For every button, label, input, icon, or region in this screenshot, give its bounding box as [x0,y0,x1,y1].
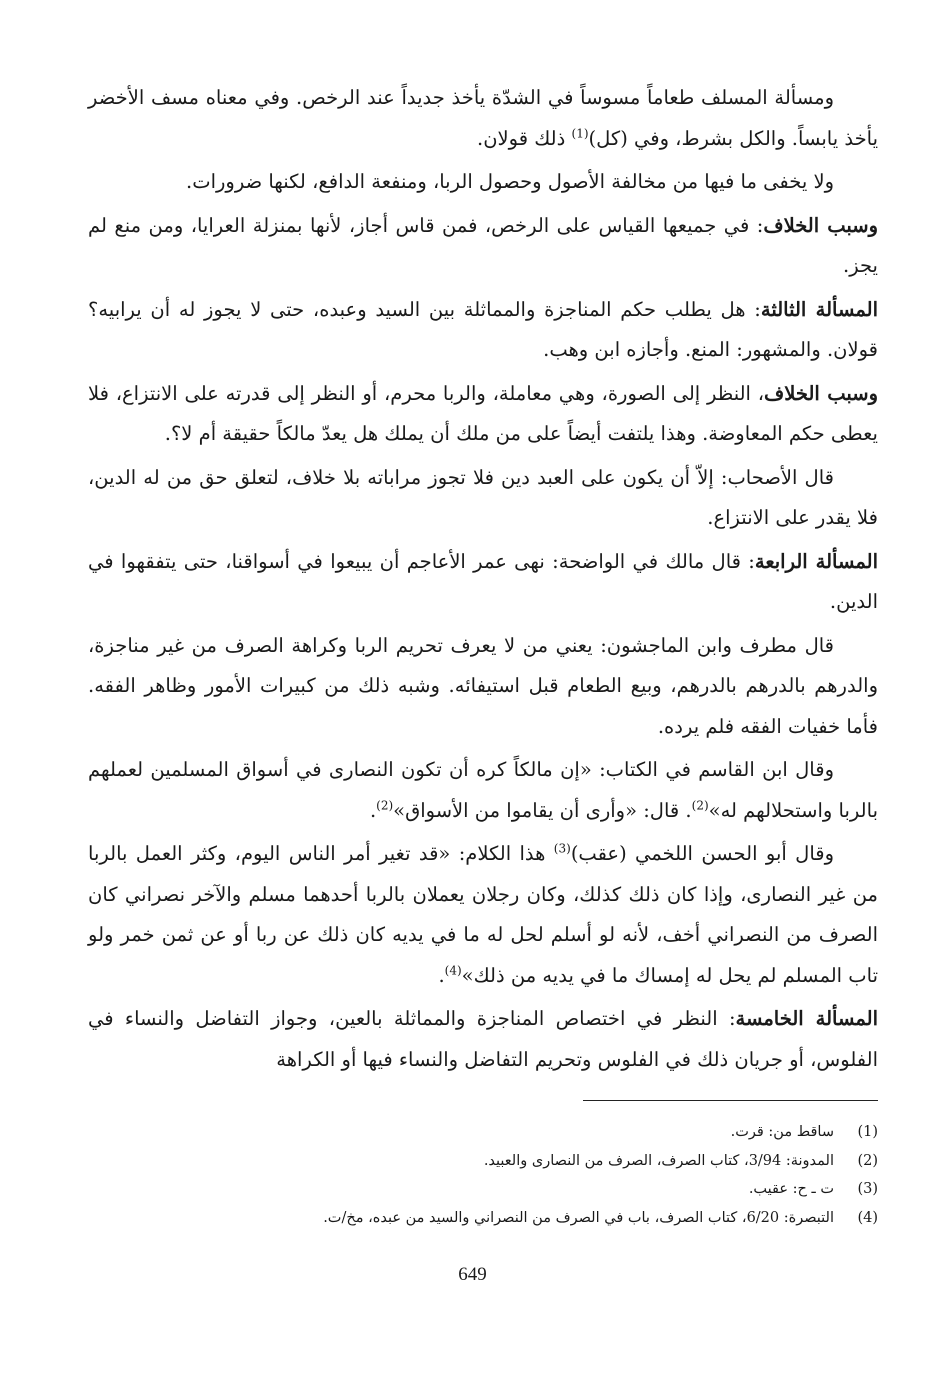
footnote-number: (4) [857,1209,878,1226]
section-term: المسألة الثالثة [760,297,879,321]
section-term: المسألة الرابعة [754,549,878,573]
page-body [88,78,878,1083]
footnote-divider [583,1100,878,1101]
paragraph-text: : في جميعها القياس على الرخص، فمن قاس أجاز، لأنها بمنزلة العرايا، ومن منع لم يجز. [88,213,878,277]
footnote-ref: (1) [571,126,589,140]
paragraph-text: ولا يخفى ما فيها من مخالفة الأصول وحصول الربا، ومنفعة الدافع، لكنها ضرورات. [186,170,834,193]
footnote-text: ساقط من: قرت. [730,1124,834,1140]
footnote-ref: (4) [444,963,462,977]
footnote-text: ت ـ ح: عقيب. [748,1181,834,1197]
footnote [88,1204,878,1233]
footnotes [88,1118,878,1232]
paragraph [88,458,878,539]
paragraph-text: : هل يطلب حكم المناجزة والمماثلة بين السيد وعبده، حتى لا يجوز له أن يرابيه؟ قولان. والمشهور: المنع. وأجازه ابن وهب. [88,297,878,361]
paragraph-text: ذلك قولان. [477,126,572,150]
section-term: المسألة الخامسة [735,1007,878,1030]
paragraph-text: . [438,963,445,987]
paragraph [88,162,878,203]
footnote-number: (3) [857,1181,878,1197]
footnote-number: (2) [857,1152,878,1169]
paragraph [88,206,878,287]
footnote-ref: (2) [376,798,394,812]
paragraph [88,542,878,623]
paragraph [88,374,878,455]
paragraph-text: : قال مالك في الواضحة: نهى عمر الأعاجم أن يبيعوا في أسواقنا، حتى يتفقهوا في الدين. [88,549,878,613]
paragraph [88,750,878,831]
footnote-text: المدونة: 3/94، كتاب الصرف، الصرف من النصارى والعبيد. [483,1152,834,1169]
paragraph [88,999,878,1080]
paragraph-text: قال مطرف وابن الماجشون: يعني من لا يعرف تحريم الربا وكراهة الصرف من غير مناجزة، والدرهم بالدرهم بالدرهم، وبيع الطعام قبل استيفائه. وشبه ذلك من كبيرات الأمور وظاهر الفقه. فأما خفيات الفقه فلم يرده. [88,633,878,738]
paragraph-text: قال الأصحاب: إلاّ أن يكون على العبد دين فلا تجوز مراباته بلا خلاف، لتعلق حق من له الدين، فلا يقدر على الانتزاع. [88,465,878,529]
section-term: وسبب الخلاف [763,213,879,237]
paragraph [88,626,878,748]
section-term: وسبب الخلاف [764,381,878,405]
paragraph-text: ، النظر إلى الصورة، وهي معاملة، والربا محرم، أو النظر إلى قدرته على الانتزاع، فلا يعطى حكم المعاوضة. وهذا يلتفت أيضاً على من ملك أن يملك هل يعدّ مالكاً حقيقة أم لا؟. [88,381,878,445]
paragraph-text: ومسألة المسلف طعاماً مسوساً في الشدّة يأخذ جديداً عند الرخص. وفي معناه مسف الأخضر يأخذ يابساً. والكل بشرط، وفي (كل) [88,86,878,150]
paragraph-text: . قال: «وأرى أن يقاموا من الأسواق» [393,798,692,822]
footnote [88,1147,878,1176]
footnote [88,1118,878,1147]
paragraph-text: : النظر في اختصاص المناجزة والمماثلة بالعين، وجواز التفاضل والنساء في الفلوس، أو جريان ذلك في الفلوس وتحريم التفاضل والنساء فيها أو الكراهة [88,1007,878,1071]
paragraph-text: وقال أبو الحسن اللخمي (عقب) [570,842,834,865]
footnote-ref: (2) [691,798,709,812]
paragraph-text: هذا الكلام: «قد تغير أمر الناس اليوم، وكثر العمل بالربا من غير النصارى، وإذا كان ذلك كذلك، وكان رجلان يعملان بالربا أحدهما مسلم والآخر نصراني كان الصرف من النصراني أخف، لأنه لو أسلم لحل له ما في يديه كان ذلك عن ربا أو عن ثمن خمر ولو تاب المسلم لم يحل له إمساك ما في يديه من ذلك» [88,842,878,987]
paragraph [88,78,878,159]
page-number: 649 [458,1264,487,1285]
footnote-text: التبصرة: 6/20، كتاب الصرف، باب في الصرف من النصراني والسيد من عبده، مخ/ت. [323,1209,834,1226]
paragraph-text: . [369,798,377,822]
footnote-number: (1) [857,1124,878,1140]
paragraph [88,834,878,996]
paragraph-text: وقال ابن القاسم في الكتاب: «إن مالكاً كره أن تكون النصارى في أسواق المسلمين لعملهم بالربا واستحلالهم له» [88,758,878,822]
footnote [88,1175,878,1204]
footnote-ref: (3) [553,841,571,856]
paragraph [88,290,878,371]
